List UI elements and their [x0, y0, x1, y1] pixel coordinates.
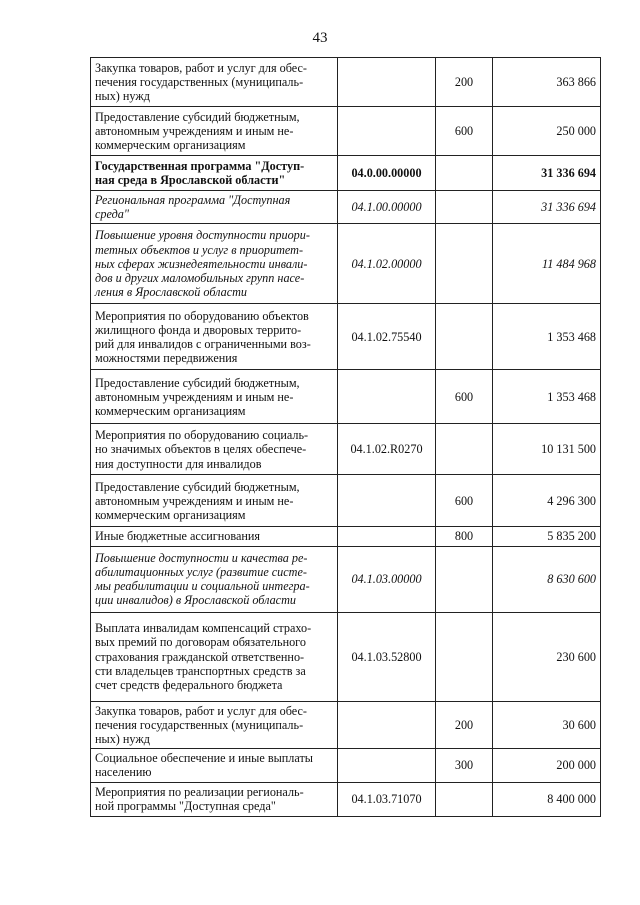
row-code-cell [338, 58, 436, 107]
row-name-cell: Закупка товаров, работ и услуг для обес- печения государственных (муниципаль- ных) нужд [91, 58, 338, 107]
table-row [91, 107, 601, 156]
row-name-cell: Закупка товаров, работ и услуг для обес- печения государственных (муниципаль- ных) нужд [91, 701, 338, 749]
row-sum-cell: 363 866 [493, 58, 601, 107]
row-name-cell: Мероприятия по оборудованию социаль- но значимых объектов в целях обеспече- ния доступности для инвалидов [91, 424, 338, 475]
row-sum-cell: 8 400 000 [493, 782, 601, 816]
row-name-cell: Предоставление субсидий бюджетным, автономным учреждениям и иным не- коммерческим организациям [91, 475, 338, 527]
row-code-cell [338, 370, 436, 424]
row-name-cell: Предоставление субсидий бюджетным, автономным учреждениям и иным не- коммерческим организациям [91, 370, 338, 424]
row-code-cell: 04.1.02.00000 [338, 224, 436, 304]
row-sum-cell: 200 000 [493, 749, 601, 782]
row-expense-type-cell: 600 [436, 370, 493, 424]
row-code-cell [338, 527, 436, 546]
table-row [91, 527, 601, 546]
row-expense-type-cell: 300 [436, 749, 493, 782]
row-expense-type-cell [436, 304, 493, 370]
row-code-cell: 04.1.03.00000 [338, 546, 436, 612]
row-code-cell: 04.1.03.71070 [338, 782, 436, 816]
row-name-cell: Предоставление субсидий бюджетным, автономным учреждениям и иным не- коммерческим организациям [91, 107, 338, 156]
row-expense-type-cell [436, 546, 493, 612]
row-sum-cell: 10 131 500 [493, 424, 601, 475]
row-expense-type-cell: 600 [436, 475, 493, 527]
table-row [91, 304, 601, 370]
row-sum-cell: 1 353 468 [493, 370, 601, 424]
row-expense-type-cell [436, 224, 493, 304]
table-row [91, 156, 601, 191]
table-row [91, 546, 601, 612]
row-sum-cell: 1 353 468 [493, 304, 601, 370]
row-sum-cell: 31 336 694 [493, 191, 601, 224]
row-name-cell: Мероприятия по оборудованию объектов жилищного фонда и дворовых террито- рий для инвалидов с ограниченными воз- можностями передвижения [91, 304, 338, 370]
table-row [91, 191, 601, 224]
row-code-cell [338, 475, 436, 527]
budget-table [90, 57, 601, 817]
row-expense-type-cell: 600 [436, 107, 493, 156]
table-row [91, 612, 601, 701]
table-row [91, 749, 601, 782]
row-expense-type-cell [436, 782, 493, 816]
table-row [91, 701, 601, 749]
row-sum-cell: 30 600 [493, 701, 601, 749]
row-expense-type-cell: 200 [436, 701, 493, 749]
row-sum-cell: 8 630 600 [493, 546, 601, 612]
row-expense-type-cell: 800 [436, 527, 493, 546]
budget-table-body [91, 58, 601, 817]
row-name-cell: Повышение уровня доступности приори- тетных объектов и услуг в приоритет- ных сферах жизнедеятельности инвали- дов и других маломобильных групп насе- ления в Ярославской области [91, 224, 338, 304]
row-sum-cell: 230 600 [493, 612, 601, 701]
row-name-cell: Мероприятия по реализации региональ- ной программы "Доступная среда" [91, 782, 338, 816]
row-code-cell: 04.0.00.00000 [338, 156, 436, 191]
table-row [91, 370, 601, 424]
table-row [91, 782, 601, 816]
page-number: 43 [312, 30, 328, 46]
row-expense-type-cell [436, 156, 493, 191]
row-expense-type-cell: 200 [436, 58, 493, 107]
row-sum-cell: 5 835 200 [493, 527, 601, 546]
row-code-cell [338, 107, 436, 156]
row-code-cell: 04.1.02.R0270 [338, 424, 436, 475]
row-name-cell: Повышение доступности и качества ре- абилитационных услуг (развитие систе- мы реабилитации и социальной интегра- ции инвалидов) в Ярославской области [91, 546, 338, 612]
row-sum-cell: 250 000 [493, 107, 601, 156]
row-expense-type-cell [436, 191, 493, 224]
row-code-cell: 04.1.03.52800 [338, 612, 436, 701]
table-row [91, 58, 601, 107]
row-sum-cell: 31 336 694 [493, 156, 601, 191]
row-code-cell [338, 749, 436, 782]
row-expense-type-cell [436, 424, 493, 475]
row-sum-cell: 4 296 300 [493, 475, 601, 527]
table-row [91, 475, 601, 527]
table-row [91, 224, 601, 304]
row-name-cell: Социальное обеспечение и иные выплаты населению [91, 749, 338, 782]
row-sum-cell: 11 484 968 [493, 224, 601, 304]
row-expense-type-cell [436, 612, 493, 701]
row-code-cell [338, 701, 436, 749]
table-row [91, 424, 601, 475]
row-code-cell: 04.1.02.75540 [338, 304, 436, 370]
row-name-cell: Выплата инвалидам компенсаций страхо- вых премий по договорам обязательного страхования гражданской ответственно- сти владельцев транспортных средств за счет средств федерального бюджета [91, 612, 338, 701]
row-code-cell: 04.1.00.00000 [338, 191, 436, 224]
row-name-cell: Государственная программа "Доступ- ная среда в Ярославской области" [91, 156, 338, 191]
row-name-cell: Иные бюджетные ассигнования [91, 527, 338, 546]
row-name-cell: Региональная программа "Доступная среда" [91, 191, 338, 224]
